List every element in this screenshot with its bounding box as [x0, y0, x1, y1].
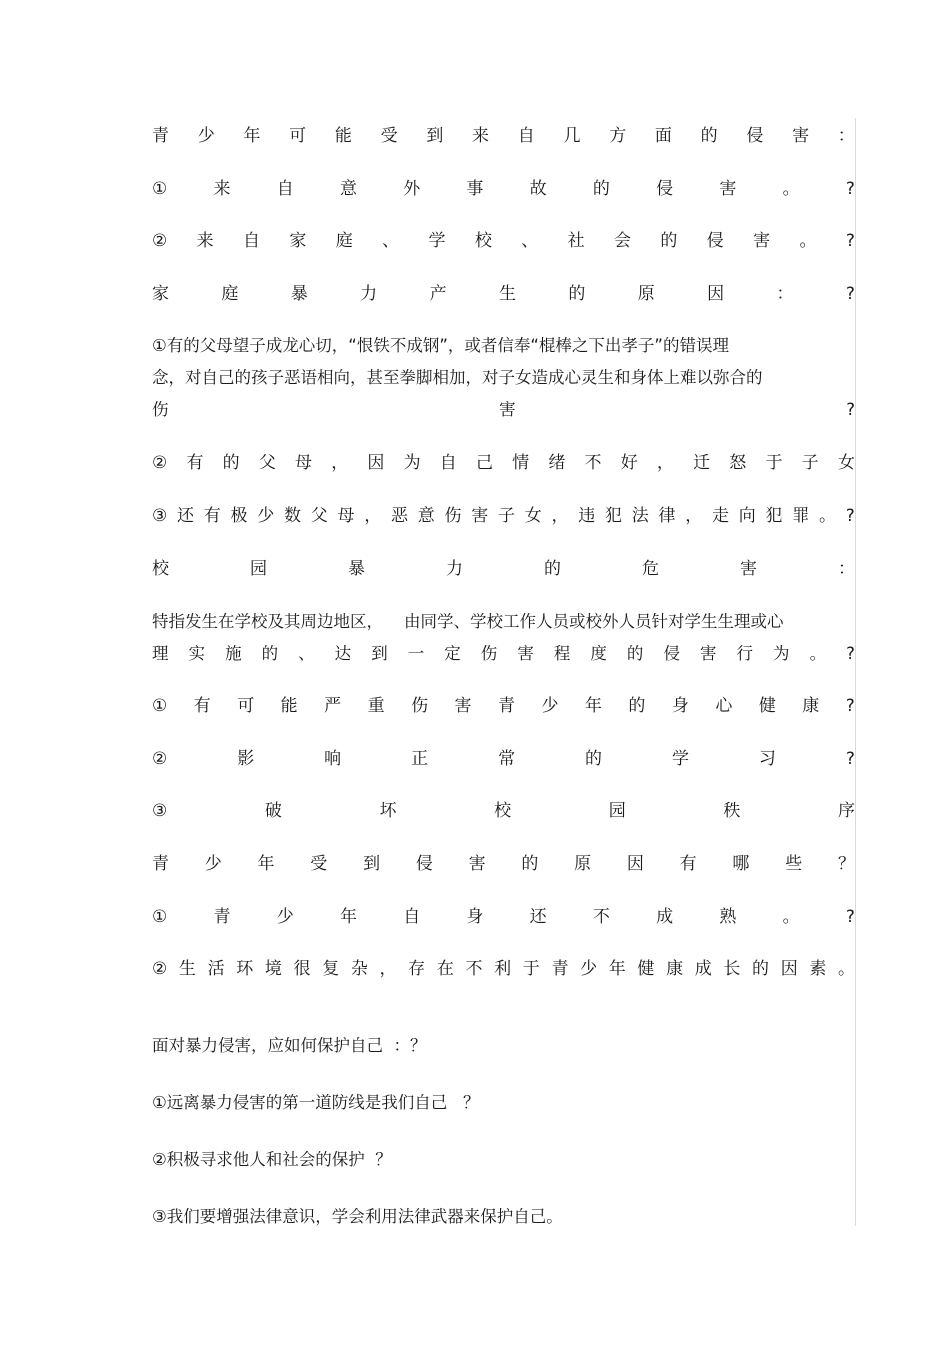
- glyph: 少: [204, 854, 222, 874]
- text-line: 特指发生在学校及其周边地区， 由同学、学校工作人员或校外人员针对学生生理或心: [152, 612, 784, 631]
- glyph: 到: [371, 644, 388, 663]
- glyph: 。: [838, 959, 855, 979]
- glyph: 受: [310, 854, 328, 874]
- glyph: 到: [426, 126, 444, 146]
- glyph: 自: [439, 453, 457, 473]
- glyph: 利: [494, 959, 512, 979]
- glyph: 害: [753, 231, 771, 251]
- glyph: 重: [367, 696, 385, 716]
- glyph: 的: [222, 453, 240, 473]
- glyph: 家: [289, 231, 307, 251]
- glyph: 侵: [746, 126, 764, 146]
- glyph: ③: [152, 801, 168, 821]
- glyph: 伤: [411, 696, 429, 716]
- glyph: 康: [802, 696, 820, 716]
- glyph: 侵: [415, 854, 433, 874]
- glyph: 的: [626, 644, 644, 663]
- glyph: 程: [553, 644, 571, 663]
- text-line: [152, 282, 855, 306]
- glyph: 素: [809, 959, 827, 979]
- glyph: 于: [522, 959, 540, 979]
- glyph: 有: [203, 506, 221, 526]
- glyph: 方: [609, 126, 627, 146]
- glyph: ，: [551, 506, 569, 526]
- glyph: 严: [324, 696, 342, 716]
- glyph: 的: [660, 231, 678, 251]
- glyph: 为: [773, 644, 790, 663]
- glyph: 迁: [693, 453, 711, 473]
- paragraph-school-violence: [152, 606, 855, 670]
- glyph: 能: [334, 126, 352, 146]
- glyph: 心: [715, 696, 733, 716]
- glyph: 康: [666, 959, 684, 979]
- glyph: 父: [258, 453, 276, 473]
- glyph: 在: [436, 959, 454, 979]
- glyph: ①: [152, 696, 168, 716]
- glyph: ?: [845, 696, 855, 716]
- glyph: 少: [276, 907, 294, 927]
- glyph: 意: [417, 506, 435, 526]
- glyph: 常: [498, 749, 516, 769]
- glyph: ，: [379, 959, 397, 979]
- glyph: 来: [213, 179, 231, 199]
- glyph: 受: [380, 126, 398, 146]
- glyph: 数: [284, 506, 301, 526]
- text-line: 念，对自己的孩子恶语相向，甚至拳脚相加，对子女造成心灵生和身体上难以弥合的: [152, 368, 763, 387]
- glyph: 法: [631, 506, 649, 526]
- glyph: 习: [758, 749, 776, 769]
- text-line: [152, 504, 855, 528]
- glyph: 实: [188, 644, 206, 663]
- glyph: 因: [367, 453, 385, 473]
- text-line: ①远离暴力侵害的第一道防线是我们自己 ？: [152, 1093, 480, 1112]
- glyph: 因: [780, 959, 798, 979]
- glyph: 环: [236, 959, 254, 979]
- glyph: 可: [289, 126, 307, 146]
- glyph: 青: [213, 907, 231, 927]
- glyph: 向: [738, 506, 756, 526]
- glyph: 、: [298, 644, 315, 663]
- text-line: ③我们要增强法律意识，学会利用法律武器来保护自己。: [152, 1207, 563, 1226]
- glyph: 伤: [444, 506, 462, 526]
- glyph: 会: [614, 231, 631, 251]
- glyph: 达: [334, 644, 352, 663]
- glyph: 侵: [656, 179, 674, 199]
- glyph: 怒: [729, 453, 747, 473]
- glyph: 校: [152, 559, 169, 579]
- glyph: 父: [310, 506, 328, 526]
- glyph: 走: [712, 506, 729, 526]
- glyph: 女: [524, 506, 542, 526]
- glyph: 活: [207, 959, 225, 979]
- glyph: 面: [654, 126, 672, 146]
- text-line: [152, 957, 855, 981]
- glyph: 的: [544, 559, 561, 579]
- glyph: 害: [454, 696, 472, 716]
- glyph: 律: [658, 506, 676, 526]
- glyph: 情: [512, 453, 530, 473]
- glyph: 些: [785, 854, 803, 874]
- glyph: ①: [152, 179, 168, 199]
- glyph: 。: [782, 907, 800, 927]
- glyph: 来: [472, 126, 490, 146]
- glyph: 社: [567, 231, 585, 251]
- glyph: 年: [608, 959, 626, 979]
- glyph: 校: [474, 231, 492, 251]
- glyph: 害: [517, 644, 534, 663]
- text-line: [152, 394, 855, 426]
- glyph: 侵: [706, 231, 724, 251]
- glyph: 有: [186, 453, 204, 473]
- glyph: 破: [264, 801, 282, 821]
- glyph: 害: [740, 559, 757, 579]
- glyph: 的: [585, 749, 603, 769]
- glyph: 子: [801, 453, 819, 473]
- glyph: 青: [152, 126, 169, 146]
- glyph: ②: [152, 453, 168, 473]
- glyph: 自: [243, 231, 260, 251]
- text-line: 面对暴力侵害，应如何保护自己 ：？: [152, 1036, 427, 1055]
- glyph: 的: [521, 854, 539, 874]
- glyph: ，: [364, 506, 382, 526]
- glyph: 健: [758, 696, 776, 716]
- glyph: 力: [360, 284, 378, 304]
- glyph: ：: [837, 126, 855, 146]
- glyph: 害: [719, 179, 737, 199]
- glyph: ②: [152, 959, 168, 979]
- glyph: 犯: [605, 506, 622, 526]
- text-line: [152, 451, 855, 475]
- glyph: 的: [568, 284, 586, 304]
- glyph: 少: [541, 696, 559, 716]
- glyph: ：: [838, 559, 855, 579]
- glyph: 青: [551, 959, 569, 979]
- glyph: 子: [498, 506, 515, 526]
- glyph: 可: [237, 696, 255, 716]
- glyph: ?: [845, 749, 855, 769]
- glyph: 一: [407, 644, 425, 663]
- text-line: ②积极寻求他人和社会的保护 ？: [152, 1150, 392, 1169]
- glyph: 暴: [348, 559, 365, 579]
- glyph: 不: [592, 907, 610, 927]
- glyph: 母: [337, 506, 355, 526]
- glyph: 的: [700, 126, 718, 146]
- glyph: 青: [152, 854, 169, 874]
- glyph: 哪: [732, 854, 750, 874]
- glyph: 故: [529, 179, 547, 199]
- text-line: [152, 638, 855, 670]
- glyph: 害: [792, 126, 810, 146]
- glyph: 庭: [221, 284, 239, 304]
- text-line: [152, 177, 855, 201]
- glyph: 意: [339, 179, 357, 199]
- glyph: 年: [257, 854, 275, 874]
- glyph: 成: [694, 959, 712, 979]
- glyph: 害: [699, 644, 717, 663]
- glyph: 青: [498, 696, 515, 716]
- glyph: 杂: [350, 959, 368, 979]
- glyph: ?: [845, 907, 855, 927]
- glyph: 害: [468, 854, 486, 874]
- text-line: [152, 694, 855, 718]
- glyph: 事: [466, 179, 484, 199]
- glyph: 校: [494, 801, 512, 821]
- glyph: 生: [498, 284, 516, 304]
- glyph: 度: [590, 644, 607, 663]
- glyph: 几: [563, 126, 581, 146]
- glyph: 少: [197, 126, 215, 146]
- glyph: 庭: [335, 231, 353, 251]
- glyph: ②: [152, 231, 168, 251]
- glyph: 的: [592, 179, 610, 199]
- glyph: ?: [845, 506, 855, 526]
- glyph: 年: [584, 696, 602, 716]
- glyph: 产: [429, 284, 447, 304]
- glyph: 女: [837, 453, 855, 473]
- glyph: ？: [837, 854, 855, 874]
- glyph: 自: [517, 126, 535, 146]
- glyph: 熟: [719, 907, 737, 927]
- glyph: 身: [671, 696, 689, 716]
- glyph: 年: [339, 907, 357, 927]
- glyph: 定: [444, 644, 461, 663]
- glyph: 因: [626, 854, 644, 874]
- glyph: 生: [178, 959, 196, 979]
- glyph: 有: [679, 854, 697, 874]
- glyph: 行: [736, 644, 753, 663]
- glyph: 家: [152, 284, 169, 304]
- glyph: 少: [257, 506, 275, 526]
- text-line: ①有的父母望子成龙心切，“恨铁不成钢”，或者信奉“棍棒之下出孝子”的错误理: [152, 336, 729, 355]
- glyph: 于: [765, 453, 783, 473]
- glyph: 。: [799, 231, 817, 251]
- text-line: [152, 229, 855, 253]
- glyph: 年: [243, 126, 261, 146]
- glyph: 恶: [391, 506, 408, 526]
- glyph: 学: [428, 231, 446, 251]
- glyph: 伤: [480, 644, 498, 663]
- glyph: 的: [628, 696, 646, 716]
- glyph: 己: [475, 453, 493, 473]
- glyph: 长: [723, 959, 741, 979]
- glyph: 外: [403, 179, 421, 199]
- glyph: 有: [193, 696, 211, 716]
- glyph: 、: [521, 231, 539, 251]
- glyph: ?: [845, 179, 855, 199]
- glyph: 不: [584, 453, 602, 473]
- glyph: 正: [411, 749, 429, 769]
- glyph: 为: [403, 453, 421, 473]
- glyph: ，: [656, 453, 674, 473]
- glyph: 成: [656, 907, 674, 927]
- glyph: ③: [152, 506, 168, 526]
- glyph: 害: [471, 506, 489, 526]
- glyph: 。: [819, 506, 836, 526]
- glyph: 伤: [152, 400, 169, 419]
- glyph: ：: [776, 284, 794, 304]
- glyph: 园: [250, 559, 267, 579]
- text-line: [152, 747, 855, 771]
- glyph: ?: [846, 400, 855, 419]
- glyph: ?: [845, 231, 855, 251]
- glyph: 好: [620, 453, 638, 473]
- glyph: 还: [529, 907, 547, 927]
- glyph: 理: [152, 644, 169, 663]
- glyph: 少: [580, 959, 598, 979]
- glyph: ②: [152, 749, 168, 769]
- text-line: [152, 557, 855, 581]
- glyph: 施: [225, 644, 242, 663]
- glyph: 响: [324, 749, 342, 769]
- glyph: 来: [196, 231, 214, 251]
- text-line: [152, 124, 855, 148]
- glyph: 自: [276, 179, 294, 199]
- glyph: ①: [152, 907, 168, 927]
- glyph: 不: [465, 959, 483, 979]
- glyph: 危: [642, 559, 659, 579]
- glyph: 的: [752, 959, 770, 979]
- glyph: 园: [608, 801, 626, 821]
- glyph: 影: [237, 749, 255, 769]
- glyph: 身: [466, 907, 484, 927]
- glyph: 犯: [765, 506, 783, 526]
- glyph: 自: [403, 907, 421, 927]
- paragraph-family-violence: [152, 330, 855, 426]
- glyph: 侵: [663, 644, 680, 663]
- glyph: 罪: [792, 506, 810, 526]
- glyph: ?: [845, 284, 855, 304]
- glyph: 极: [230, 506, 248, 526]
- glyph: 绪: [548, 453, 566, 473]
- glyph: 能: [280, 696, 298, 716]
- glyph: 复: [322, 959, 340, 979]
- glyph: 秩: [723, 801, 741, 821]
- text-line: [152, 905, 855, 929]
- glyph: 原: [574, 854, 592, 874]
- glyph: 学: [671, 749, 689, 769]
- glyph: 存: [408, 959, 426, 979]
- text-line: [152, 799, 855, 823]
- glyph: 还: [177, 506, 194, 526]
- glyph: 力: [446, 559, 463, 579]
- glyph: 很: [293, 959, 311, 979]
- glyph: 、: [382, 231, 400, 251]
- glyph: ，: [685, 506, 703, 526]
- glyph: 健: [637, 959, 655, 979]
- glyph: 原: [637, 284, 655, 304]
- glyph: 到: [363, 854, 381, 874]
- glyph: 的: [261, 644, 279, 663]
- right-margin-rule: [855, 118, 856, 1226]
- glyph: 暴: [290, 284, 308, 304]
- glyph: 母: [295, 453, 312, 473]
- glyph: 坏: [379, 801, 397, 821]
- glyph: 害: [499, 400, 516, 419]
- glyph: 。: [782, 179, 800, 199]
- text-line: [152, 852, 855, 876]
- glyph: ?: [846, 644, 855, 663]
- glyph: 序: [838, 801, 855, 821]
- glyph: 因: [707, 284, 725, 304]
- glyph: 违: [578, 506, 596, 526]
- glyph: 境: [264, 959, 282, 979]
- glyph: 。: [809, 644, 827, 663]
- glyph: ，: [331, 453, 349, 473]
